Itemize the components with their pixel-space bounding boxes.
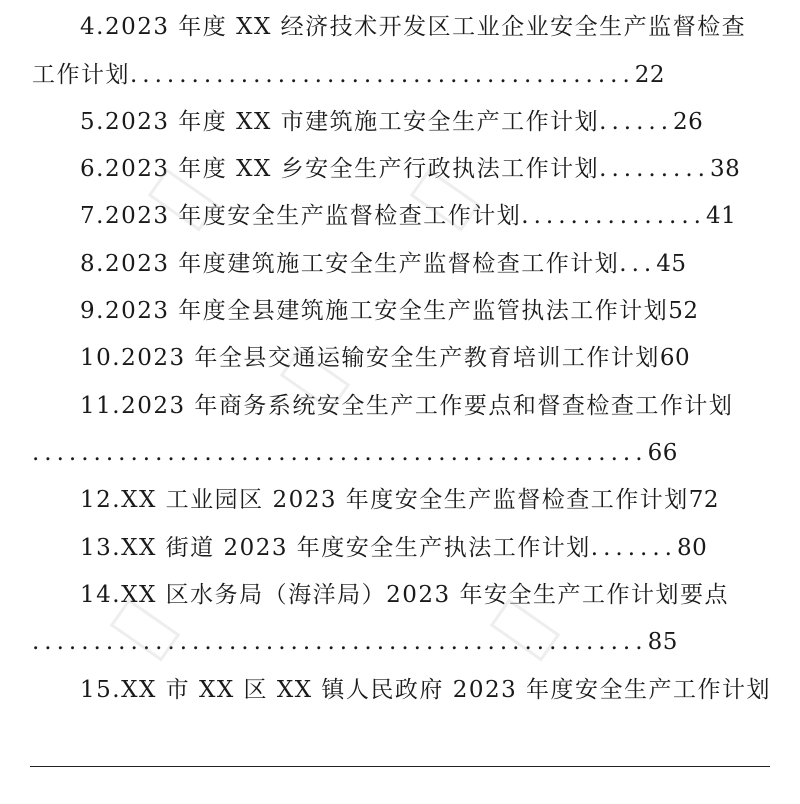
toc-page-number: 38: [709, 156, 741, 182]
toc-page-number: 72: [688, 487, 720, 513]
toc-leader-dots: ..................................................: [32, 629, 648, 655]
toc-entry-continuation: [32, 627, 678, 657]
toc-title-text: 8.2023 年度建筑施工安全生产监督检查工作计划: [80, 251, 620, 277]
toc-leader-dots: ..................................................: [32, 440, 648, 466]
toc-title-text: 6.2023 年度 XX 乡安全生产行政执法工作计划: [80, 156, 600, 182]
toc-page-number: 22: [634, 62, 666, 88]
toc-entry: [80, 533, 707, 563]
toc-entry-title: [80, 391, 733, 421]
toc-entry: [80, 343, 690, 373]
toc-leader-dots: ...............: [521, 203, 706, 229]
toc-page-number: 66: [647, 440, 678, 466]
toc-entry: [80, 485, 719, 515]
toc-page-number: 26: [673, 109, 704, 135]
toc-title-text: 5.2023 年度 XX 市建筑施工安全生产工作计划: [80, 109, 600, 135]
toc-entry-continuation: [32, 438, 678, 468]
toc-title-text: 4.2023 年度 XX 经济技术开发区工业企业安全生产监督检查: [80, 14, 747, 40]
footer-rule: [30, 766, 770, 767]
toc-entry: [80, 296, 699, 326]
toc-entry-title: [80, 675, 771, 705]
toc-page-number: 80: [676, 535, 708, 561]
toc-leader-dots: ......: [599, 109, 674, 135]
toc-page-number: 52: [668, 298, 699, 324]
toc-entry: [80, 201, 736, 231]
toc-entry: [80, 154, 740, 184]
toc-title-text: 工作计划: [32, 62, 130, 88]
toc-leader-dots: ...: [619, 251, 657, 277]
toc-title-text: 11.2023 年商务系统安全生产工作要点和督查检查工作计划: [80, 393, 734, 419]
toc-page-number: 85: [647, 629, 678, 655]
toc-entry: [80, 249, 687, 279]
toc-title-text: 13.XX 街道 2023 年度安全生产执法工作计划: [80, 535, 591, 561]
toc-title-text: 12.XX 工业园区 2023 年度安全生产监督检查工作计划: [80, 487, 689, 513]
toc-leader-dots: .........: [599, 156, 710, 182]
toc-entry-title: [80, 12, 746, 42]
toc-entry: [80, 107, 703, 137]
toc-title-text: 9.2023 年度全县建筑施工安全生产监管执法工作计划: [80, 298, 669, 324]
toc-title-text: 14.XX 区水务局（海洋局）2023 年安全生产工作计划要点: [80, 582, 729, 608]
toc-leader-dots: .........................................: [130, 62, 635, 88]
toc-title-text: 7.2023 年度安全生产监督检查工作计划: [80, 203, 522, 229]
toc-entry-continuation: [32, 60, 665, 90]
toc-leader-dots: .......: [590, 535, 677, 561]
toc-page-number: 45: [656, 251, 687, 277]
toc-page-number: 60: [659, 345, 691, 371]
toc-title-text: 10.2023 年全县交通运输安全生产教育培训工作计划: [80, 345, 660, 371]
toc-entry-title: [80, 580, 729, 610]
toc-title-text: 15.XX 市 XX 区 XX 镇人民政府 2023 年度安全生产工作计划: [80, 677, 772, 703]
toc-page-number: 41: [705, 203, 737, 229]
